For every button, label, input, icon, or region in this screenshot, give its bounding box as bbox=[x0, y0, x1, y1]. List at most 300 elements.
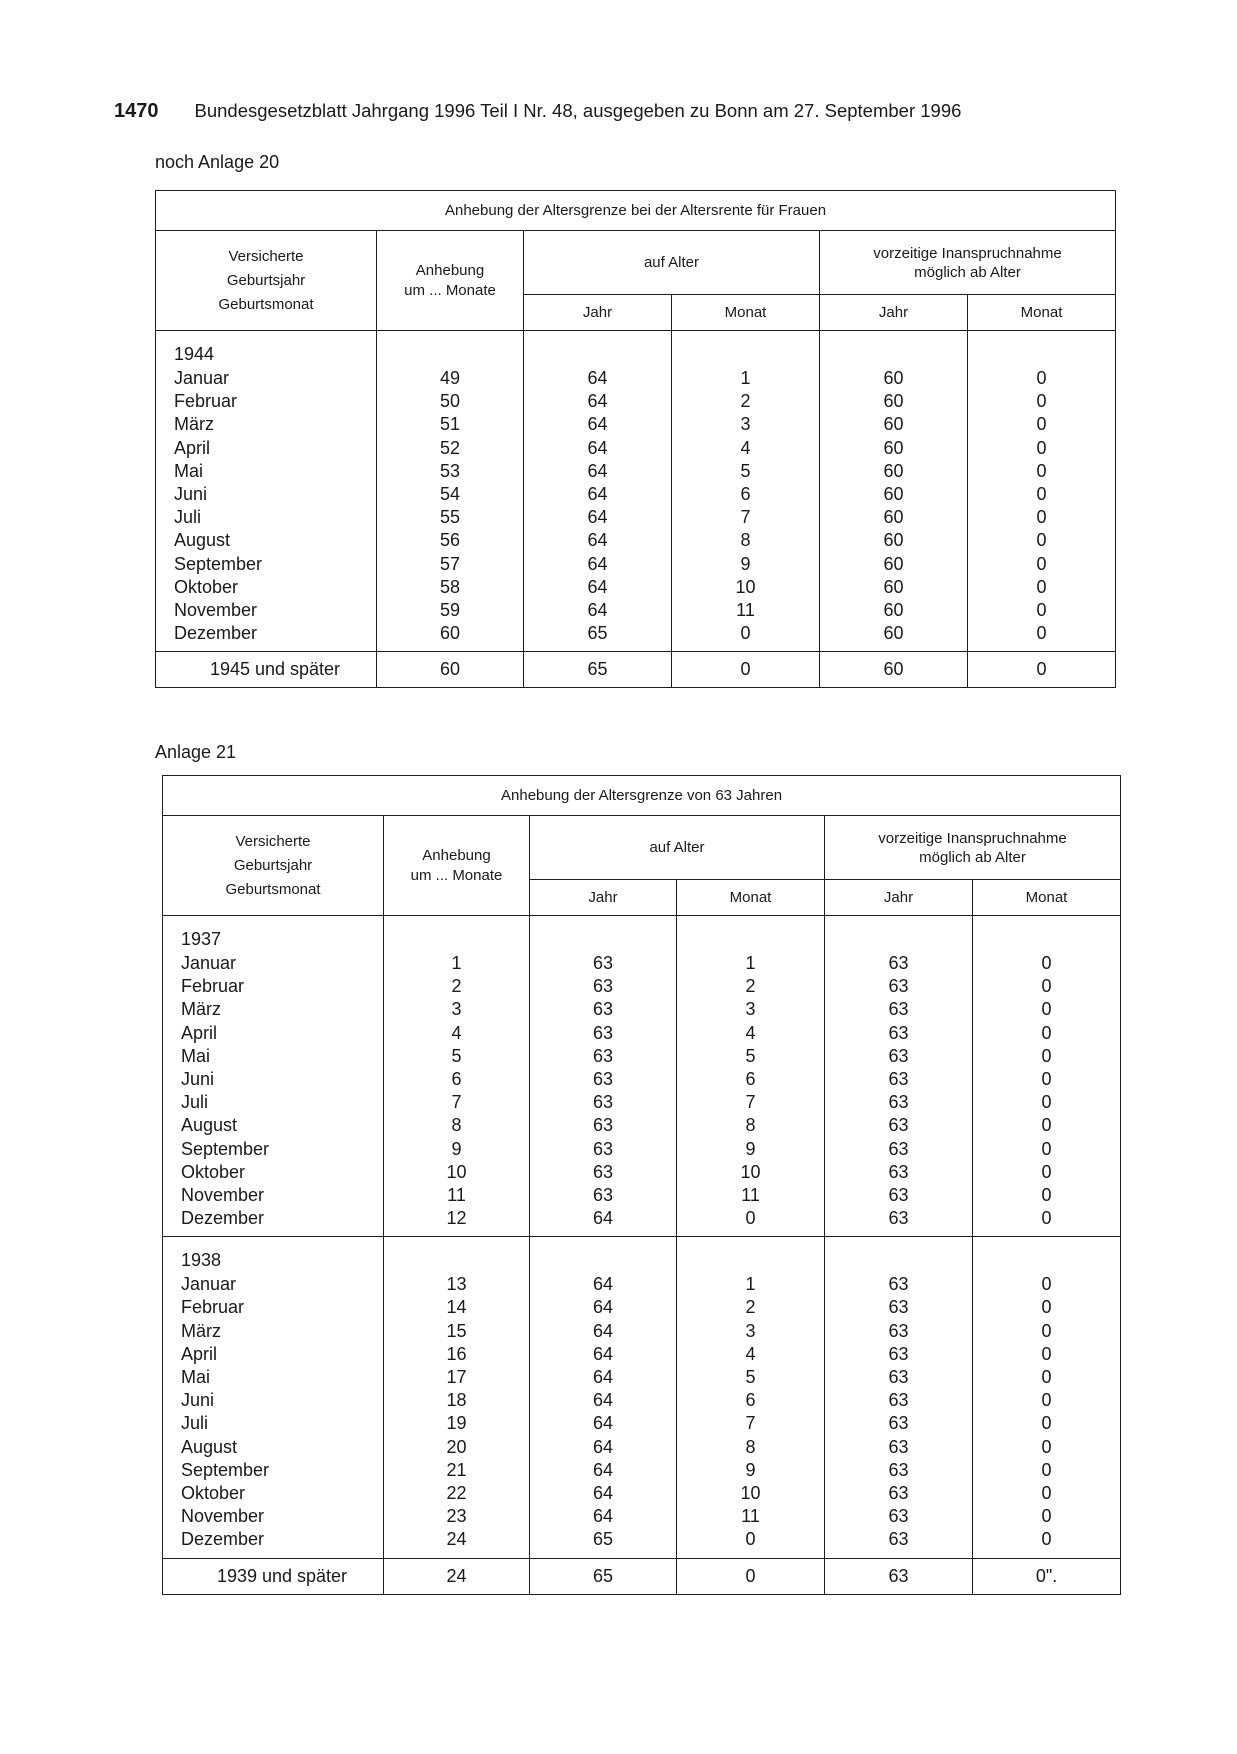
table-cell: 63 bbox=[888, 976, 909, 997]
table-cell: 63 bbox=[888, 1390, 909, 1411]
header-jahr: Jahr bbox=[825, 880, 973, 916]
table-cell: 0 bbox=[1041, 999, 1052, 1020]
table-title: Anhebung der Altersgrenze von 63 Jahren bbox=[163, 776, 1121, 816]
table-cell: 63 bbox=[888, 1320, 909, 1341]
header-row bbox=[163, 816, 1121, 880]
table-cell: 5 bbox=[745, 1367, 756, 1387]
table-cell: 0 bbox=[1041, 1208, 1052, 1229]
page-number: 1470 bbox=[114, 100, 159, 122]
table-cell: 0 bbox=[1036, 368, 1047, 388]
table-cell: 63 bbox=[888, 953, 909, 973]
table-cell: 5 bbox=[740, 460, 751, 481]
block-column bbox=[163, 916, 384, 1237]
month-label: November bbox=[174, 599, 258, 620]
spacer bbox=[677, 926, 824, 952]
table-cell: 54 bbox=[439, 483, 461, 504]
block-column bbox=[384, 1237, 530, 1558]
month-label: Dezember bbox=[174, 623, 258, 644]
header-vorzeitig-line: möglich ab Alter bbox=[919, 848, 1026, 866]
table-cell: 64 bbox=[587, 599, 608, 620]
table-cell: 64 bbox=[587, 368, 608, 388]
table-cell: 14 bbox=[446, 1297, 467, 1318]
table-cell: 63 bbox=[888, 1022, 909, 1043]
header-anhebung-line: um ... Monate bbox=[404, 281, 496, 299]
table-cell: 64 bbox=[592, 1459, 614, 1480]
month-label: Oktober bbox=[174, 576, 239, 597]
table-cell: 0 bbox=[1036, 553, 1047, 574]
footer-cell: 60 bbox=[377, 652, 524, 688]
table-cell: 63 bbox=[888, 1436, 909, 1457]
spacer bbox=[677, 1247, 824, 1273]
table-cell: 21 bbox=[446, 1459, 467, 1480]
table-cell: 7 bbox=[745, 1413, 756, 1434]
table-cell: 9 bbox=[451, 1138, 462, 1159]
month-label: April bbox=[174, 437, 211, 458]
table-cell: 8 bbox=[745, 1436, 756, 1457]
table-cell: 11 bbox=[741, 1506, 760, 1527]
table-cell: 7 bbox=[745, 1092, 756, 1113]
table-cell: 60 bbox=[883, 623, 904, 644]
table-cell: 6 bbox=[745, 1068, 756, 1089]
table-cell: 1 bbox=[451, 953, 462, 973]
spacer bbox=[973, 926, 1120, 952]
header-versicherte-line: Versicherte bbox=[228, 247, 304, 265]
header-auf-alter: auf Alter bbox=[524, 231, 820, 295]
table-cell: 9 bbox=[740, 553, 751, 574]
table-cell: 64 bbox=[587, 460, 608, 481]
table-cell: 10 bbox=[446, 1161, 467, 1182]
month-label: Januar bbox=[181, 1274, 237, 1295]
table-cell: 60 bbox=[883, 460, 904, 481]
month-label: Mai bbox=[181, 1367, 211, 1387]
header-vorzeitig bbox=[825, 816, 1121, 880]
table-cell: 63 bbox=[888, 1208, 909, 1229]
table-cell: 58 bbox=[439, 576, 461, 597]
table-cell: 7 bbox=[740, 507, 751, 528]
table-cell: 59 bbox=[439, 599, 461, 620]
table-cell: 63 bbox=[592, 1161, 614, 1182]
table-cell: 64 bbox=[587, 507, 608, 528]
spacer bbox=[530, 1247, 676, 1273]
month-label: August bbox=[174, 530, 231, 551]
table-cell: 60 bbox=[883, 599, 904, 620]
block-column bbox=[820, 331, 968, 652]
table-cell: 15 bbox=[446, 1320, 467, 1341]
month-label: Juli bbox=[181, 1092, 209, 1113]
table21-caption: Anlage 21 bbox=[155, 742, 237, 762]
table-cell: 4 bbox=[740, 437, 751, 458]
table-cell: 0 bbox=[1041, 1045, 1052, 1066]
table-cell: 0 bbox=[1036, 623, 1047, 644]
table-cell: 1 bbox=[740, 368, 751, 388]
table-cell: 63 bbox=[888, 1343, 909, 1364]
data-block bbox=[163, 1237, 1121, 1558]
spacer bbox=[825, 926, 972, 952]
block-column bbox=[677, 1237, 825, 1558]
spacer bbox=[672, 341, 819, 367]
footer-label: 1945 und später bbox=[156, 652, 377, 688]
footer-row bbox=[156, 652, 1116, 688]
table20-caption: noch Anlage 20 bbox=[155, 152, 280, 172]
header-vorzeitig-line: möglich ab Alter bbox=[914, 263, 1021, 281]
month-label: Mai bbox=[174, 460, 204, 481]
block-column bbox=[530, 1237, 677, 1558]
table-cell: 64 bbox=[592, 1297, 614, 1318]
header-versicherte-line: Geburtsjahr bbox=[226, 271, 306, 289]
month-label: Juni bbox=[181, 1068, 215, 1089]
table-cell: 2 bbox=[451, 976, 462, 997]
header-jahr: Jahr bbox=[524, 295, 672, 331]
table-cell: 11 bbox=[736, 599, 755, 620]
table-cell: 63 bbox=[888, 1529, 909, 1550]
table-cell: 60 bbox=[883, 414, 904, 435]
table-cell: 0 bbox=[1041, 1297, 1052, 1318]
month-label: November bbox=[181, 1506, 265, 1527]
footer-label: 1939 und später bbox=[163, 1558, 384, 1594]
table-cell: 0 bbox=[1036, 530, 1047, 551]
table-cell: 63 bbox=[888, 1459, 909, 1480]
month-label: Dezember bbox=[181, 1208, 265, 1229]
month-label: Juli bbox=[181, 1413, 209, 1434]
table-cell: 0 bbox=[1036, 576, 1047, 597]
table-cell: 63 bbox=[592, 1115, 614, 1136]
table-cell: 63 bbox=[888, 1092, 909, 1113]
table-cell: 5 bbox=[451, 1045, 462, 1066]
month-label: Februar bbox=[174, 391, 238, 412]
table-cell: 10 bbox=[740, 1482, 761, 1503]
table-cell: 64 bbox=[592, 1343, 614, 1364]
table-cell: 9 bbox=[745, 1138, 756, 1159]
table-cell: 0 bbox=[1041, 1413, 1052, 1434]
table-cell: 6 bbox=[745, 1390, 756, 1411]
table-title: Anhebung der Altersgrenze bei der Altersrente für Frauen bbox=[156, 191, 1116, 231]
table-cell: 0 bbox=[1041, 1367, 1052, 1387]
header-jahr: Jahr bbox=[820, 295, 968, 331]
table-cell: 64 bbox=[592, 1274, 614, 1295]
table-cell: 0 bbox=[1041, 1022, 1052, 1043]
table-cell: 50 bbox=[439, 391, 461, 412]
month-label: Oktober bbox=[181, 1482, 246, 1503]
table-cell: 63 bbox=[592, 1045, 614, 1066]
block-column bbox=[156, 331, 377, 652]
table-cell: 55 bbox=[439, 507, 461, 528]
table-cell: 57 bbox=[439, 553, 461, 574]
header-versicherte-line: Geburtsjahr bbox=[233, 856, 313, 874]
block-column bbox=[377, 331, 524, 652]
month-label: August bbox=[181, 1436, 238, 1457]
footer-cell: 0". bbox=[973, 1558, 1121, 1594]
table-cell: 64 bbox=[592, 1320, 614, 1341]
spacer bbox=[968, 341, 1115, 367]
table-cell: 64 bbox=[587, 483, 608, 504]
table-cell: 63 bbox=[888, 1068, 909, 1089]
month-label: November bbox=[181, 1184, 265, 1205]
footer-cell: 60 bbox=[820, 652, 968, 688]
table-cell: 0 bbox=[1041, 1343, 1052, 1364]
header-monat: Monat bbox=[968, 295, 1116, 331]
table-title-row bbox=[163, 776, 1121, 816]
table-cell: 60 bbox=[883, 483, 904, 504]
table-cell: 0 bbox=[1036, 414, 1047, 435]
table-cell: 0 bbox=[745, 1529, 756, 1550]
header-versicherte-line: Geburtsmonat bbox=[218, 295, 314, 313]
table-cell: 0 bbox=[1041, 1274, 1052, 1295]
table-cell: 63 bbox=[592, 1184, 614, 1205]
table-cell: 1 bbox=[745, 1274, 756, 1295]
month-label: Dezember bbox=[181, 1529, 265, 1550]
table-cell: 10 bbox=[735, 576, 756, 597]
table-cell: 64 bbox=[592, 1390, 614, 1411]
table-cell: 64 bbox=[592, 1413, 614, 1434]
header-monat: Monat bbox=[672, 295, 820, 331]
month-label: Februar bbox=[181, 1297, 245, 1318]
table-cell: 0 bbox=[1041, 1115, 1052, 1136]
header-vorzeitig-line: vorzeitige Inanspruchnahme bbox=[873, 244, 1062, 262]
table-cell: 0 bbox=[1041, 976, 1052, 997]
block-column bbox=[825, 916, 973, 1237]
table-cell: 63 bbox=[888, 1138, 909, 1159]
table-cell: 8 bbox=[745, 1115, 756, 1136]
month-label: September bbox=[181, 1138, 270, 1159]
table-cell: 8 bbox=[740, 530, 751, 551]
birth-year: 1944 bbox=[174, 344, 215, 364]
table-cell: 0 bbox=[1041, 1529, 1052, 1550]
header-monat: Monat bbox=[677, 880, 825, 916]
table-cell: 63 bbox=[592, 1138, 614, 1159]
table-cell: 49 bbox=[439, 368, 461, 388]
header-auf-alter: auf Alter bbox=[530, 816, 825, 880]
table-cell: 2 bbox=[740, 391, 751, 412]
table-cell: 63 bbox=[888, 1115, 909, 1136]
table-cell: 0 bbox=[1041, 1459, 1052, 1480]
table-cell: 0 bbox=[740, 623, 751, 644]
month-label: März bbox=[181, 1320, 221, 1341]
table-cell: 0 bbox=[1041, 1184, 1052, 1205]
table-cell: 0 bbox=[1041, 1092, 1052, 1113]
table-cell: 60 bbox=[883, 437, 904, 458]
table-cell: 10 bbox=[740, 1161, 761, 1182]
month-label: Juni bbox=[181, 1390, 215, 1411]
table-cell: 0 bbox=[1036, 599, 1047, 620]
month-label: Januar bbox=[174, 368, 230, 388]
table-cell: 3 bbox=[451, 999, 462, 1020]
table-cell: 64 bbox=[587, 576, 608, 597]
month-label: Oktober bbox=[181, 1161, 246, 1182]
table-cell: 0 bbox=[1041, 1506, 1052, 1527]
footer-cell: 0 bbox=[968, 652, 1116, 688]
table-cell: 64 bbox=[587, 553, 608, 574]
table-cell: 4 bbox=[745, 1343, 756, 1364]
table-cell: 64 bbox=[587, 414, 608, 435]
table-cell: 13 bbox=[446, 1274, 467, 1295]
table-cell: 52 bbox=[439, 437, 461, 458]
table-cell: 22 bbox=[446, 1482, 467, 1503]
table-cell: 0 bbox=[1041, 953, 1052, 973]
birth-year: 1937 bbox=[181, 929, 222, 949]
table-cell: 5 bbox=[745, 1045, 756, 1066]
table-cell: 0 bbox=[1041, 1161, 1052, 1182]
spacer bbox=[825, 1247, 972, 1273]
header-jahr: Jahr bbox=[530, 880, 677, 916]
table-cell: 63 bbox=[592, 999, 614, 1020]
footer-cell: 24 bbox=[384, 1558, 530, 1594]
page-header bbox=[114, 100, 961, 123]
month-label: Juli bbox=[174, 507, 202, 528]
table-cell: 17 bbox=[446, 1367, 467, 1387]
month-label: April bbox=[181, 1022, 218, 1043]
table-cell: 16 bbox=[446, 1343, 467, 1364]
table-cell: 3 bbox=[745, 999, 756, 1020]
spacer bbox=[973, 1247, 1120, 1273]
block-column bbox=[163, 1237, 384, 1558]
table-cell: 0 bbox=[1041, 1320, 1052, 1341]
table-cell: 63 bbox=[888, 1274, 909, 1295]
spacer bbox=[377, 341, 523, 367]
table-title-row bbox=[156, 191, 1116, 231]
block-column bbox=[677, 916, 825, 1237]
table-cell: 60 bbox=[883, 368, 904, 388]
spacer bbox=[384, 1247, 529, 1273]
spacer bbox=[524, 341, 671, 367]
table-cell: 63 bbox=[888, 1482, 909, 1503]
footer-cell: 0 bbox=[672, 652, 820, 688]
table-cell: 63 bbox=[888, 1367, 909, 1387]
table-cell: 64 bbox=[587, 391, 608, 412]
gazette-title: Bundesgesetzblatt Jahrgang 1996 Teil I Nr. 48, ausgegeben zu Bonn am 27. September 1996 bbox=[194, 100, 962, 121]
table-cell: 60 bbox=[883, 553, 904, 574]
header-anhebung-line: um ... Monate bbox=[410, 866, 503, 884]
table-cell: 60 bbox=[883, 507, 904, 528]
table-cell: 64 bbox=[592, 1506, 614, 1527]
block-column bbox=[825, 1237, 973, 1558]
header-versicherte-line: Geburtsmonat bbox=[225, 880, 321, 898]
header-anhebung bbox=[384, 816, 530, 916]
block-column bbox=[973, 916, 1121, 1237]
table-cell: 2 bbox=[745, 1297, 756, 1318]
table-cell: 0 bbox=[1041, 1390, 1052, 1411]
table-cell: 60 bbox=[883, 530, 904, 551]
table-cell: 6 bbox=[451, 1068, 462, 1089]
table-cell: 11 bbox=[741, 1184, 760, 1205]
spacer bbox=[384, 926, 529, 952]
table-cell: 6 bbox=[740, 483, 751, 504]
table-cell: 1 bbox=[745, 953, 756, 973]
header-row bbox=[156, 231, 1116, 295]
table-cell: 60 bbox=[883, 391, 904, 412]
table-cell: 0 bbox=[1036, 507, 1047, 528]
table-cell: 63 bbox=[888, 1506, 909, 1527]
table-cell: 51 bbox=[439, 414, 461, 435]
block-column bbox=[672, 331, 820, 652]
table-cell: 3 bbox=[745, 1320, 756, 1341]
table-cell: 63 bbox=[592, 1022, 614, 1043]
table-cell: 63 bbox=[592, 1092, 614, 1113]
table-cell: 0 bbox=[1041, 1138, 1052, 1159]
table-cell: 20 bbox=[446, 1436, 467, 1457]
table-cell: 64 bbox=[587, 530, 608, 551]
table-cell: 0 bbox=[1041, 1482, 1052, 1503]
table-cell: 63 bbox=[592, 953, 614, 973]
table-cell: 63 bbox=[888, 1297, 909, 1318]
table-cell: 64 bbox=[592, 1208, 614, 1229]
table-cell: 0 bbox=[1041, 1068, 1052, 1089]
month-label: Januar bbox=[181, 953, 237, 973]
footer-cell: 65 bbox=[524, 652, 672, 688]
block-column bbox=[973, 1237, 1121, 1558]
table-cell: 56 bbox=[439, 530, 461, 551]
block-column bbox=[524, 331, 672, 652]
month-label: August bbox=[181, 1115, 238, 1136]
header-versicherte bbox=[156, 231, 377, 331]
header-versicherte-line: Versicherte bbox=[235, 832, 311, 850]
block-column bbox=[384, 916, 530, 1237]
table-cell: 0 bbox=[1036, 437, 1047, 458]
table-cell: 63 bbox=[888, 999, 909, 1020]
table-cell: 19 bbox=[446, 1413, 467, 1434]
table-cell: 63 bbox=[592, 1068, 614, 1089]
table-cell: 65 bbox=[587, 623, 608, 644]
footer-cell: 0 bbox=[677, 1558, 825, 1594]
table-cell: 0 bbox=[1036, 460, 1047, 481]
header-anhebung-line: Anhebung bbox=[415, 261, 485, 279]
spacer bbox=[530, 926, 676, 952]
table-cell: 63 bbox=[888, 1184, 909, 1205]
table-cell: 9 bbox=[745, 1459, 756, 1480]
month-label: September bbox=[181, 1459, 270, 1480]
table-cell: 12 bbox=[446, 1208, 467, 1229]
table-cell: 63 bbox=[888, 1161, 909, 1182]
table-cell: 8 bbox=[451, 1115, 462, 1136]
table-cell: 0 bbox=[1036, 391, 1047, 412]
month-label: Juni bbox=[174, 483, 208, 504]
table-cell: 18 bbox=[446, 1390, 467, 1411]
table-cell: 7 bbox=[451, 1092, 462, 1113]
table-cell: 11 bbox=[447, 1184, 466, 1205]
block-column bbox=[530, 916, 677, 1237]
table-cell: 64 bbox=[592, 1482, 614, 1503]
data-block bbox=[163, 916, 1121, 1237]
table-cell: 4 bbox=[451, 1022, 462, 1043]
footer-row bbox=[163, 1558, 1121, 1594]
block-column bbox=[968, 331, 1116, 652]
month-label: April bbox=[181, 1343, 218, 1364]
data-block bbox=[156, 331, 1116, 652]
table-cell: 60 bbox=[883, 576, 904, 597]
table-cell: 2 bbox=[745, 976, 756, 997]
header-versicherte bbox=[163, 816, 384, 916]
month-label: März bbox=[174, 414, 214, 435]
spacer bbox=[820, 341, 967, 367]
month-label: März bbox=[181, 999, 221, 1020]
table-cell: 64 bbox=[592, 1436, 614, 1457]
table-cell: 64 bbox=[587, 437, 608, 458]
header-anhebung bbox=[377, 231, 524, 331]
table-cell: 24 bbox=[446, 1529, 467, 1550]
table-cell: 23 bbox=[446, 1506, 467, 1527]
table-cell: 0 bbox=[1041, 1436, 1052, 1457]
table-cell: 63 bbox=[888, 1045, 909, 1066]
table-cell: 53 bbox=[439, 460, 461, 481]
table-cell: 63 bbox=[592, 976, 614, 997]
table-cell: 63 bbox=[888, 1413, 909, 1434]
header-monat: Monat bbox=[973, 880, 1121, 916]
table-cell: 0 bbox=[745, 1208, 756, 1229]
month-label: September bbox=[174, 553, 263, 574]
table-anlage-21 bbox=[162, 775, 1121, 1595]
table-cell: 64 bbox=[592, 1367, 614, 1387]
table-cell: 60 bbox=[439, 623, 461, 644]
table-anlage-20 bbox=[155, 190, 1116, 688]
